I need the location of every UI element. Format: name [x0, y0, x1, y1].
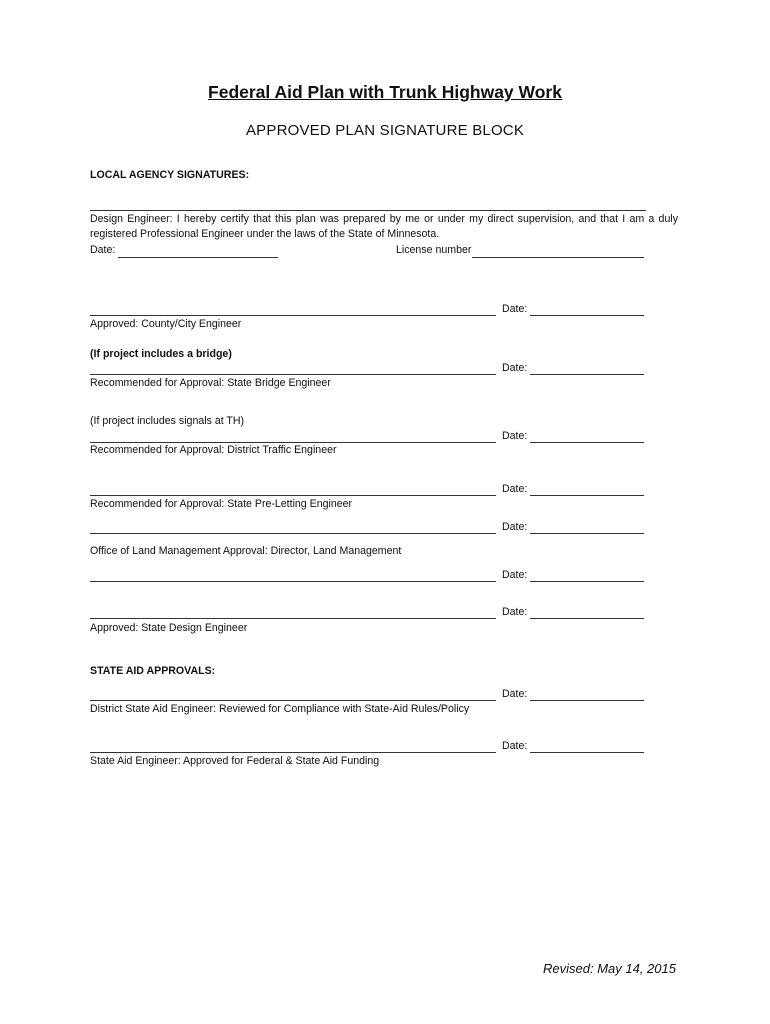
- local-agency-heading: LOCAL AGENCY SIGNATURES:: [90, 169, 250, 181]
- design-engineer-certification: Design Engineer: I hereby certify that this plan was prepared by me or under my direct supervision, and that I am a duly registered Professional Engineer under the laws of the State of Minnesota.: [90, 213, 678, 240]
- land-date-line[interactable]: [530, 581, 644, 582]
- revised-date: Revised: May 14, 2015: [543, 961, 676, 976]
- bridge-engineer-signature-line[interactable]: [90, 374, 496, 375]
- district-state-aid-date-line[interactable]: [530, 700, 644, 701]
- bridge-date-label: Date:: [502, 362, 528, 374]
- pre-letting-date-label: Date:: [502, 483, 528, 495]
- district-state-aid-date-label: Date:: [502, 688, 528, 700]
- county-date-label: Date:: [502, 303, 528, 315]
- design-date-line[interactable]: [118, 257, 278, 258]
- district-traffic-engineer-label: Recommended for Approval: District Traffic Engineer: [90, 444, 337, 456]
- state-design-date-line[interactable]: [530, 618, 644, 619]
- state-aid-date-line[interactable]: [530, 752, 644, 753]
- signals-note: (If project includes signals at TH): [90, 415, 245, 427]
- land-top-date-line[interactable]: [530, 533, 644, 534]
- pre-letting-date-line[interactable]: [530, 495, 644, 496]
- county-engineer-signature-line[interactable]: [90, 315, 496, 316]
- state-design-signature-line[interactable]: [90, 618, 496, 619]
- land-date-label: Date:: [502, 569, 528, 581]
- state-aid-engineer-signature-line[interactable]: [90, 752, 496, 753]
- document-subtitle: APPROVED PLAN SIGNATURE BLOCK: [245, 122, 525, 139]
- state-aid-engineer-label: State Aid Engineer: Approved for Federal & State Aid Funding: [90, 755, 380, 767]
- land-top-date-label: Date:: [502, 521, 528, 533]
- license-number-label: License number: [396, 244, 472, 256]
- traffic-date-line[interactable]: [530, 442, 644, 443]
- state-design-engineer-label: Approved: State Design Engineer: [90, 622, 248, 634]
- district-state-aid-label: District State Aid Engineer: Reviewed for Compliance with State-Aid Rules/Policy: [90, 703, 470, 715]
- document-title: Federal Aid Plan with Trunk Highway Work: [208, 82, 562, 102]
- pre-letting-signature-line[interactable]: [90, 495, 496, 496]
- pre-letting-engineer-label: Recommended for Approval: State Pre-Letting Engineer: [90, 498, 353, 510]
- license-number-line[interactable]: [472, 257, 644, 258]
- design-engineer-signature-line[interactable]: [90, 210, 646, 211]
- county-engineer-label: Approved: County/City Engineer: [90, 318, 242, 330]
- district-state-aid-signature-line[interactable]: [90, 700, 496, 701]
- traffic-engineer-signature-line[interactable]: [90, 442, 496, 443]
- county-date-line[interactable]: [530, 315, 644, 316]
- design-date-label: Date:: [90, 244, 116, 256]
- state-design-date-label: Date:: [502, 606, 528, 618]
- land-management-signature-line-top[interactable]: [90, 533, 496, 534]
- traffic-date-label: Date:: [502, 430, 528, 442]
- bridge-note: (If project includes a bridge): [90, 348, 232, 360]
- state-aid-heading: STATE AID APPROVALS:: [90, 665, 216, 677]
- state-bridge-engineer-label: Recommended for Approval: State Bridge Engineer: [90, 377, 331, 389]
- bridge-date-line[interactable]: [530, 374, 644, 375]
- land-management-label: Office of Land Management Approval: Director, Land Management: [90, 545, 402, 557]
- state-aid-date-label: Date:: [502, 740, 528, 752]
- land-management-signature-line[interactable]: [90, 581, 496, 582]
